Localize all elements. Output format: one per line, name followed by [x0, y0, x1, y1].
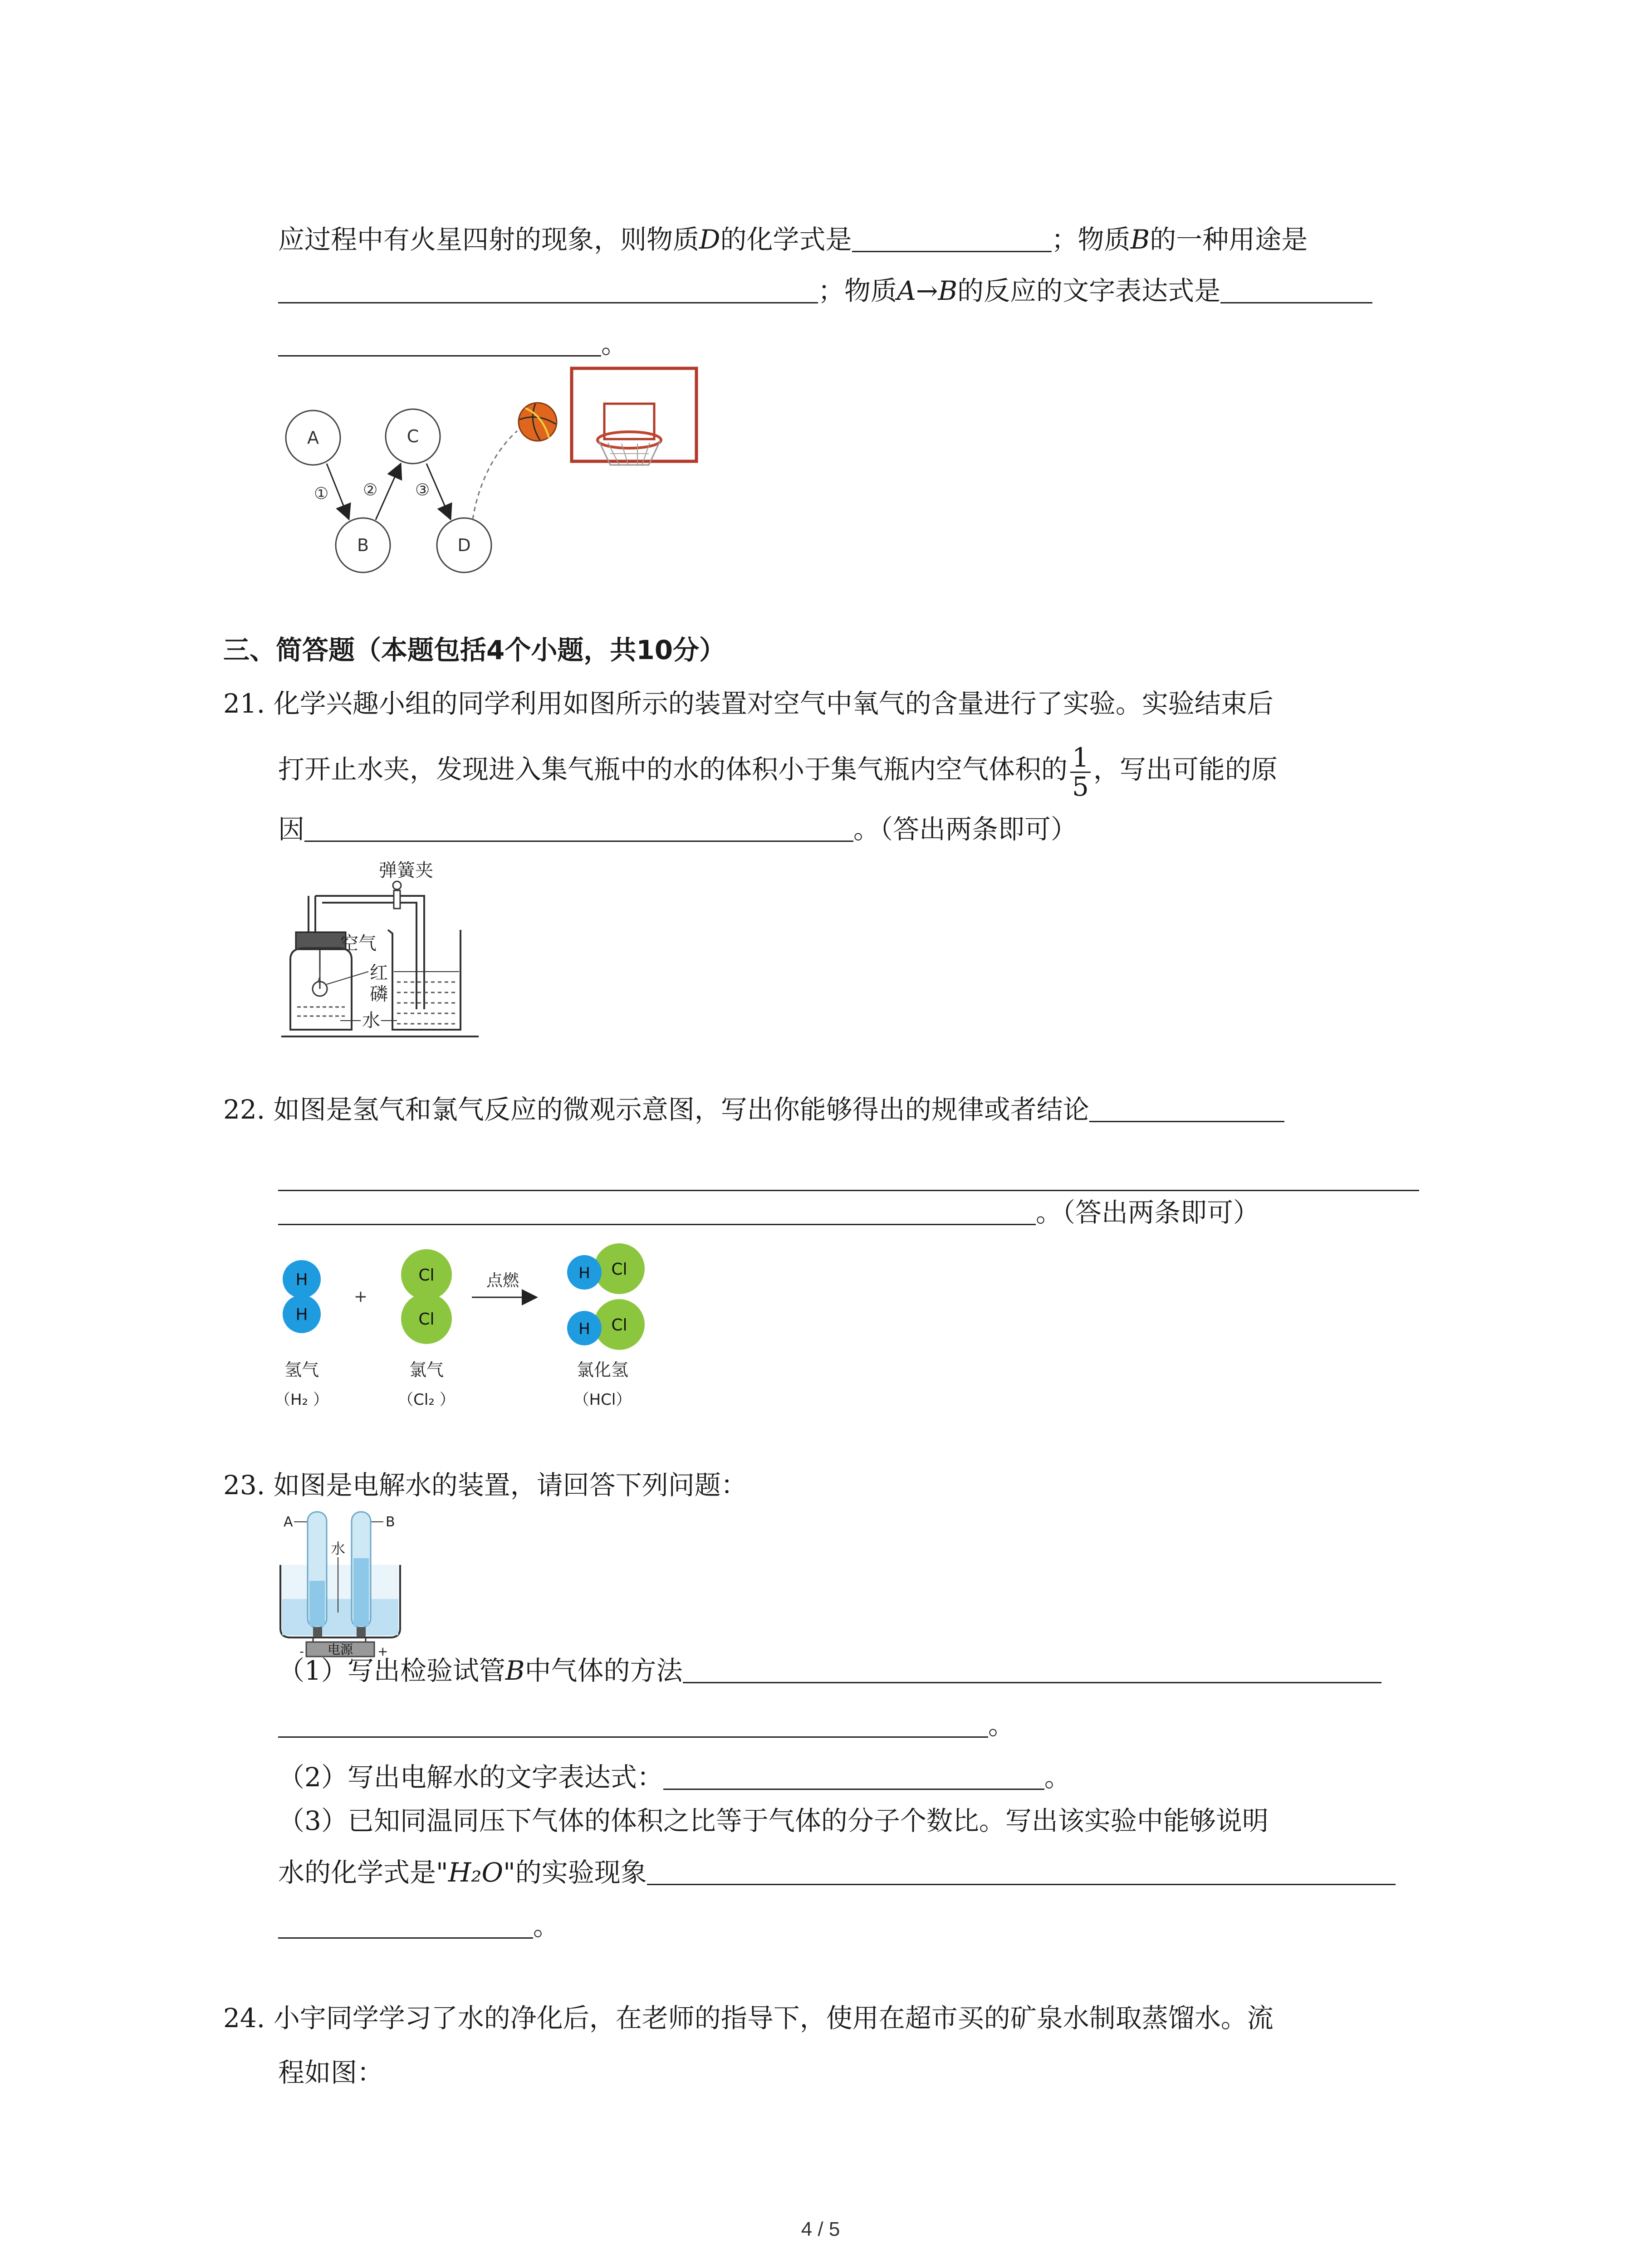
phosphorus-label-2: 磷	[370, 984, 388, 1005]
q23-sub1-line-1	[278, 1656, 1381, 1684]
q23-sub3-line-1: （3）已知同温同压下气体的体积之比等于气体的分子个数比。写出该实验中能够说明	[278, 1805, 1269, 1836]
var-b: B	[505, 1655, 525, 1686]
q23-electrolysis-diagram	[272, 1508, 408, 1658]
q23-sub1-line-2	[278, 1710, 1014, 1738]
svg-text:H: H	[295, 1305, 308, 1324]
question-number: 24.	[223, 2003, 265, 2033]
arrow-2	[376, 465, 400, 520]
test-tube-b	[352, 1512, 371, 1628]
q21-text: 。（答出两条即可）	[853, 814, 1078, 845]
q22-text: 如图是氢气和氯气反应的微观示意图，写出你能够得出的规律或者结论	[273, 1094, 1089, 1125]
answer-blank[interactable]	[1220, 276, 1372, 303]
stopper	[296, 932, 346, 949]
q20-text: 的化学式是	[720, 224, 852, 255]
fraction-denominator: 5	[1072, 771, 1089, 802]
q20-text: ；物质	[1051, 224, 1131, 255]
reaction-arrow: →	[916, 275, 938, 306]
answer-blank[interactable]	[278, 1710, 988, 1738]
svg-text:H: H	[295, 1271, 308, 1289]
q21-line-1	[223, 690, 1274, 717]
q20-text: ；物质	[818, 275, 897, 306]
arrow-1	[327, 464, 348, 518]
q22-line-2	[278, 1163, 1419, 1192]
q20-flow-diagram	[277, 363, 712, 581]
q23-line-1	[223, 1470, 747, 1501]
q20-text: 。	[601, 328, 628, 359]
answer-blank[interactable]	[278, 1163, 1419, 1191]
q22-line-3	[278, 1198, 1259, 1226]
q21-text: 因	[278, 814, 305, 845]
fraction-numerator: 1	[1070, 744, 1091, 773]
q20-line-3	[278, 329, 627, 357]
answer-blank[interactable]	[683, 1656, 1381, 1683]
q21-text: 打开止水夹，发现进入集气瓶中的水的体积小于集气瓶内空气体积的	[278, 753, 1068, 785]
q23-text: "的实验现象	[503, 1857, 647, 1888]
q21-line-3	[278, 814, 1078, 845]
q24-line-2: 程如图：	[278, 2057, 384, 2088]
q24-text: 小宇同学学习了水的净化后，在老师的指导下，使用在超市买的矿泉水制取蒸馏水。流	[273, 2003, 1274, 2033]
spring-clip-icon	[393, 881, 401, 909]
condition-label: 点燃	[486, 1271, 519, 1290]
svg-text:Cl: Cl	[418, 1266, 435, 1285]
hydrogen-molecule	[283, 1260, 321, 1333]
step-3: ③	[415, 481, 430, 499]
var-a: A	[897, 275, 916, 306]
q23-sub2-line	[278, 1762, 1071, 1793]
gas-bottle	[290, 948, 352, 1030]
tube-a-label: A	[284, 1514, 293, 1530]
clip-label: 弹簧夹	[379, 860, 433, 881]
section-title: 三、简答题（本题包括4个小题，共10分）	[223, 635, 726, 665]
q21-line-2	[278, 744, 1278, 801]
svg-text:Cl: Cl	[611, 1260, 627, 1279]
water-label: 水	[362, 1010, 380, 1031]
q22-line-1	[223, 1095, 1284, 1123]
page-number: 4 / 5	[801, 2218, 840, 2240]
q22-text: 。（答出两条即可）	[1036, 1197, 1260, 1228]
node-b-label: B	[357, 535, 369, 555]
svg-text:H: H	[578, 1320, 590, 1338]
q20-line-2	[278, 276, 1372, 304]
phosphorus-label-1: 红	[370, 963, 388, 983]
question-number: 22.	[223, 1094, 265, 1125]
svg-text:Cl: Cl	[611, 1316, 627, 1334]
var-b: B	[1130, 224, 1150, 255]
q23-text: 。	[1044, 1762, 1071, 1793]
answer-blank[interactable]	[304, 814, 853, 842]
answer-blank[interactable]	[852, 225, 1052, 252]
var-d: D	[699, 224, 720, 255]
q20-text: 应过程中有火星四射的现象，则物质	[278, 224, 700, 255]
svg-text:Cl: Cl	[418, 1310, 435, 1329]
q21-apparatus-diagram	[272, 853, 617, 1048]
q21-text: 化学兴趣小组的同学利用如图所示的装置对空气中氧气的含量进行了实验。实验结束后	[273, 688, 1274, 719]
negative-terminal: -	[299, 1644, 304, 1658]
q23-text: 。	[988, 1710, 1015, 1740]
q23-sub3-line-2	[278, 1857, 1396, 1886]
q20-text: 的一种用途是	[1150, 224, 1308, 255]
question-number: 23.	[223, 1470, 265, 1501]
basketball-icon	[519, 403, 557, 441]
node-c-label: C	[407, 426, 419, 446]
step-2: ②	[363, 481, 378, 499]
hydrogen-formula: （H₂ ）	[274, 1391, 329, 1409]
answer-blank[interactable]	[278, 1911, 533, 1939]
q23-text: 水的化学式是"	[278, 1857, 448, 1888]
var-b: B	[938, 275, 958, 306]
q21-text: ，写出可能的原	[1093, 753, 1278, 785]
air-label: 空气	[340, 933, 377, 954]
positive-terminal: +	[377, 1644, 388, 1658]
q20-line-1	[278, 225, 1308, 253]
test-tube-a	[308, 1512, 327, 1628]
water-formula: H₂O	[448, 1857, 504, 1888]
plus-sign: +	[353, 1287, 368, 1306]
answer-blank[interactable]	[1089, 1095, 1284, 1122]
q23-text: 中气体的方法	[524, 1655, 683, 1686]
water-label: 水	[330, 1540, 346, 1557]
answer-blank[interactable]	[278, 329, 601, 357]
q20-text: 的反应的文字表达式是	[957, 275, 1221, 306]
question-number: 21.	[223, 688, 265, 719]
node-d-label: D	[457, 535, 471, 555]
chlorine-formula: （Cl₂ ）	[398, 1391, 455, 1409]
svg-text:H: H	[578, 1264, 590, 1282]
power-label: 电源	[327, 1642, 353, 1657]
chlorine-name: 氯气	[409, 1360, 444, 1380]
hcl-molecule-2	[567, 1299, 645, 1350]
step-1: ①	[314, 484, 329, 503]
trough	[280, 1565, 400, 1637]
q23-sub3-line-3	[278, 1911, 559, 1939]
hcl-name: 氯化氢	[576, 1360, 629, 1380]
hcl-molecule-1	[567, 1243, 645, 1294]
q22-molecule-diagram	[272, 1236, 681, 1427]
fraction-one-fifth	[1070, 744, 1091, 801]
arrow-3	[426, 464, 450, 518]
chlorine-molecule	[401, 1249, 452, 1344]
q23-text: 如图是电解水的装置，请回答下列问题：	[273, 1470, 747, 1501]
answer-blank[interactable]	[647, 1857, 1396, 1885]
q23-text: （1）写出检验试管	[278, 1655, 505, 1686]
q24-line-1	[223, 2005, 1274, 2031]
tube-b-label: B	[386, 1514, 395, 1530]
q23-text: 。	[533, 1911, 560, 1941]
q23-text: （2）写出电解水的文字表达式：	[278, 1762, 663, 1793]
basketball-hoop-icon	[572, 368, 696, 465]
ball-trajectory	[473, 431, 517, 519]
answer-blank[interactable]	[663, 1762, 1044, 1790]
answer-blank[interactable]	[278, 1198, 1036, 1225]
hcl-formula: （HCl）	[573, 1391, 632, 1409]
node-a-label: A	[307, 428, 319, 448]
hydrogen-name: 氢气	[284, 1360, 319, 1380]
answer-blank[interactable]	[278, 276, 818, 303]
